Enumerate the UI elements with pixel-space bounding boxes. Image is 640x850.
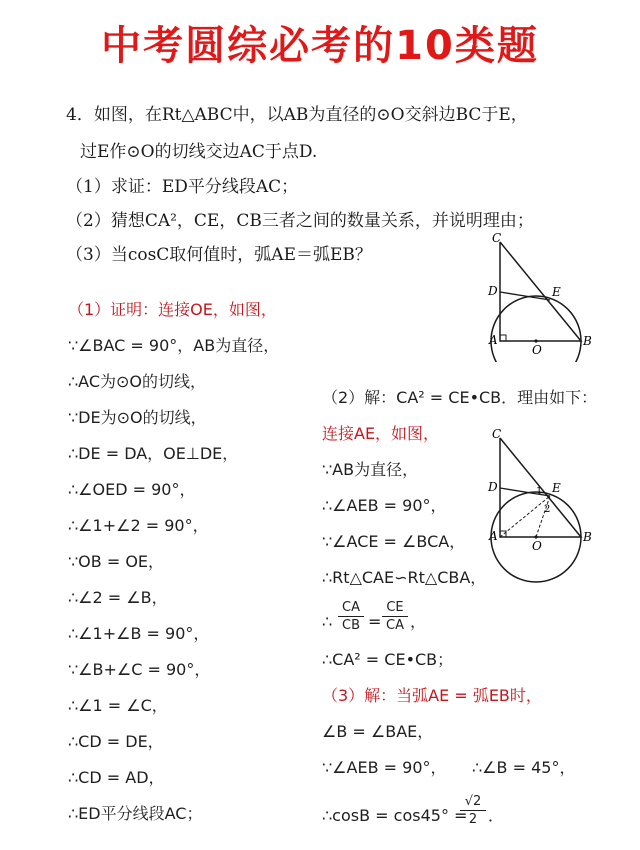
label-a: A [489, 333, 498, 347]
question-part-2: （2）猜想CA²，CE，CB三者之间的数量关系，并说明理由； [66, 211, 534, 231]
fraction-prefix: ∴ [322, 612, 333, 631]
label-o: O [532, 539, 542, 553]
solution-left-line: ∵OB = OE， [68, 552, 165, 571]
solution-left-line: ∴DE = DA，OE⊥DE， [68, 444, 239, 463]
solution-right-line: ∴cosB = cos45° = [322, 806, 468, 825]
angle-label-1: 1 [536, 486, 543, 497]
question-part-3: （3）当cosC取何值时，弧AE＝弧EB？ [66, 245, 372, 265]
solution-right-heading: （2）解：CA² = CE•CB．理由如下： [322, 388, 598, 407]
label-c: C [492, 428, 502, 441]
solution-left-line: （1）证明：连接OE，如图， [68, 300, 277, 319]
label-e: E [552, 481, 561, 495]
fraction-denominator: 2 [468, 812, 478, 827]
fraction-equals: = [368, 612, 382, 631]
label-d: D [488, 284, 498, 298]
fraction-sqrt2-over-2 [460, 794, 486, 827]
geometry-figure-2 [478, 428, 598, 584]
question-line-2: 过E作⊙O的切线交边AC于点D. [80, 142, 318, 162]
fraction-numerator: CE [386, 600, 404, 615]
label-d: D [488, 480, 498, 494]
solution-left-line: ∴CD = AD， [68, 768, 165, 787]
solution-right-line: ． [488, 806, 505, 825]
solution-right-line: 连接AE，如图， [322, 424, 440, 443]
solution-left-line: ∴CD = DE， [68, 732, 164, 751]
solution-left-line: ∴AC为⊙O的切线， [68, 372, 207, 391]
fraction-bar [460, 810, 486, 811]
fraction-ca-cb [338, 600, 364, 633]
solution-right-line: ∵∠AEB = 90°， [322, 758, 447, 777]
solution-right-line: ∠B = ∠BAE， [322, 722, 434, 741]
right-angle-mark [500, 335, 506, 341]
geometry-figure-1 [478, 232, 598, 362]
solution-right-line: ∴∠AEB = 90°， [322, 496, 447, 515]
fraction-denominator: CB [342, 618, 360, 633]
solution-left-line: ∴∠1+∠B = 90°， [68, 624, 210, 643]
fraction-denominator: CA [386, 618, 404, 633]
solution-right-part3-heading: （3）解：当弧AE = 弧EB时， [322, 686, 542, 705]
angle-label-2: 2 [544, 504, 551, 515]
solution-right-line: ∴∠B = 45°， [472, 758, 576, 777]
label-a: A [489, 529, 498, 543]
fraction-numerator: CA [342, 600, 360, 615]
question-part-1: （1）求证：ED平分线段AC； [66, 177, 299, 197]
solution-right-line: ∴Rt△CAE∽Rt△CBA， [322, 568, 487, 587]
triangle-abc [500, 242, 581, 341]
page-title: 中考圆综必考的10类题 [101, 23, 539, 69]
label-o: O [532, 343, 542, 357]
fraction-numerator: √2 [464, 794, 482, 809]
solution-left-line: ∴∠1+∠2 = 90°， [68, 516, 209, 535]
fraction-tail: ， [410, 612, 427, 631]
label-b: B [583, 334, 592, 348]
solution-right-line: ∵AB为直径， [322, 460, 419, 479]
question-line-1: 4．如图，在Rt△ABC中，以AB为直径的⊙O交斜边BC于E， [66, 105, 528, 125]
solution-left-line: ∴∠2 = ∠B， [68, 588, 168, 607]
solution-right-line: ∴CA² = CE•CB； [322, 650, 454, 669]
solution-left-line: ∴∠OED = 90°， [68, 480, 196, 499]
fraction-bar [382, 616, 408, 617]
fraction-bar [338, 616, 364, 617]
solution-right-line: ∵∠ACE = ∠BCA， [322, 532, 466, 551]
solution-left-line: ∴ED平分线段AC； [68, 804, 203, 823]
solution-left-line: ∵∠BAC = 90°，AB为直径， [68, 336, 280, 355]
label-e: E [552, 285, 561, 299]
solution-left-line: ∵∠B+∠C = 90°， [68, 660, 211, 679]
solution-left-line: ∴∠1 = ∠C， [68, 696, 168, 715]
label-c: C [492, 232, 502, 245]
label-b: B [583, 530, 592, 544]
solution-left-line: ∵DE为⊙O的切线， [68, 408, 207, 427]
fraction-ce-ca [382, 600, 408, 633]
